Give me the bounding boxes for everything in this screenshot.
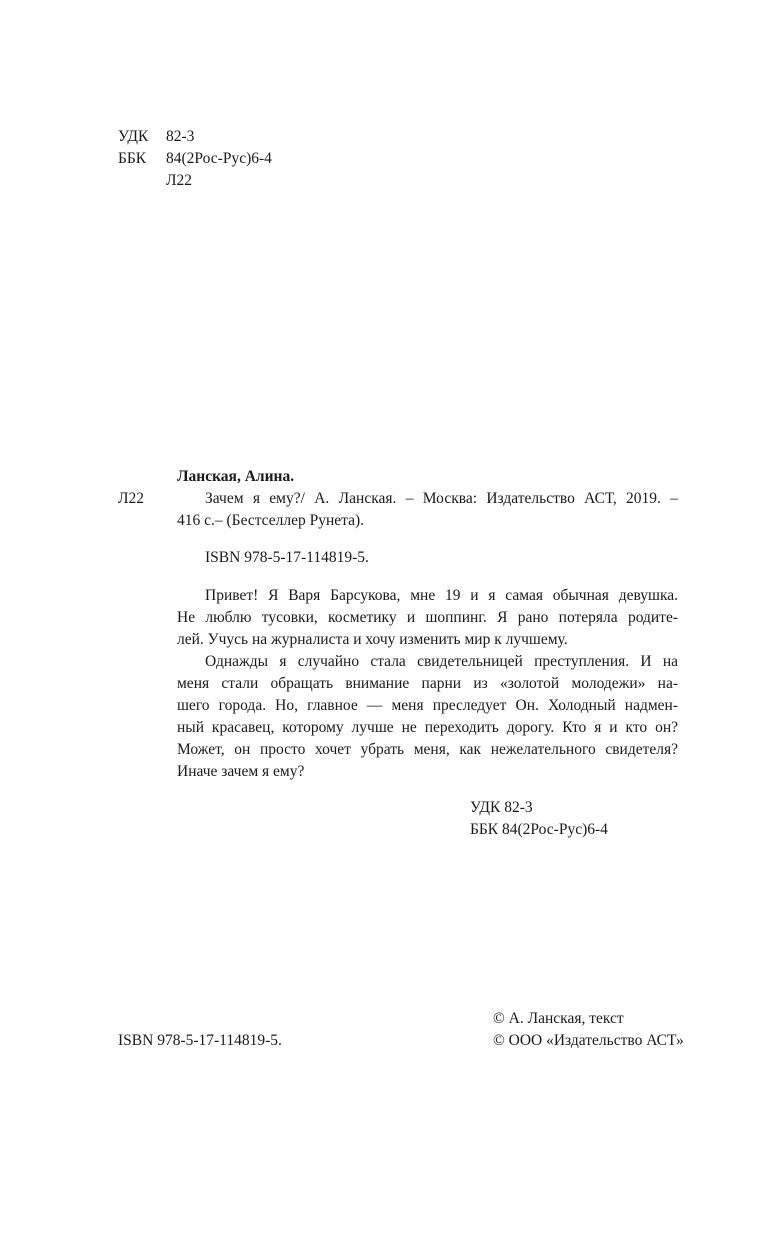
entry-isbn: ISBN 978-5-17-114819-5. xyxy=(205,549,369,566)
annotation-p1-line-1: Привет! Я Варя Барсукова, мне 19 и я самая обычная девушка. xyxy=(205,587,678,604)
bbk-line xyxy=(118,148,272,170)
bbk-value: 84(2Рос-Рус)6-4 xyxy=(166,150,272,167)
author-heading: Ланская, Алина. xyxy=(177,468,295,485)
annotation-p2-line-5: Может, он просто хочет убрать меня, как нежелательного свидетеля? xyxy=(177,741,678,758)
annotation-p2-line-2: меня стали обращать внимание парни из «золотой молодежи» на- xyxy=(177,675,678,692)
udk-value: 82-3 xyxy=(166,128,195,145)
author-mark-top: Л22 xyxy=(166,172,193,189)
copyright-publisher: © ООО «Издательство АСТ» xyxy=(493,1032,684,1049)
title-line-2: 416 с.– (Бестселлер Рунета). xyxy=(177,512,365,529)
bottom-bbk: ББК 84(2Рос-Рус)6-4 xyxy=(470,821,608,838)
bottom-udk: УДК 82-3 xyxy=(470,799,533,816)
udk-label: УДК xyxy=(118,128,149,145)
annotation-p2-line-1: Однажды я случайно стала свидетельницей преступления. И на xyxy=(205,653,678,670)
annotation-p1-line-3: лей. Учусь на журналиста и хочу изменить мир к лучшему. xyxy=(177,631,568,648)
annotation-p2-line-6: Иначе зачем я ему? xyxy=(177,763,305,780)
margin-mark: Л22 xyxy=(118,490,145,507)
bbk-label: ББК xyxy=(118,150,147,167)
annotation-p1-line-2: Не люблю тусовки, косметику и шоппинг. Я рано потеряла родите- xyxy=(177,609,678,626)
footer-isbn: ISBN 978-5-17-114819-5. xyxy=(118,1032,282,1049)
annotation-p2-line-4: ный красавец, которому лучше не переходить дорогу. Кто я и кто он? xyxy=(177,719,678,736)
copyright-author: © А. Ланская, текст xyxy=(493,1010,624,1027)
annotation-p2-line-3: шего города. Но, главное — меня преследует Он. Холодный надмен- xyxy=(177,697,678,714)
udk-line xyxy=(118,126,194,148)
title-line-1: Зачем я ему?/ А. Ланская. – Москва: Издательство АСТ, 2019. – xyxy=(205,490,678,507)
